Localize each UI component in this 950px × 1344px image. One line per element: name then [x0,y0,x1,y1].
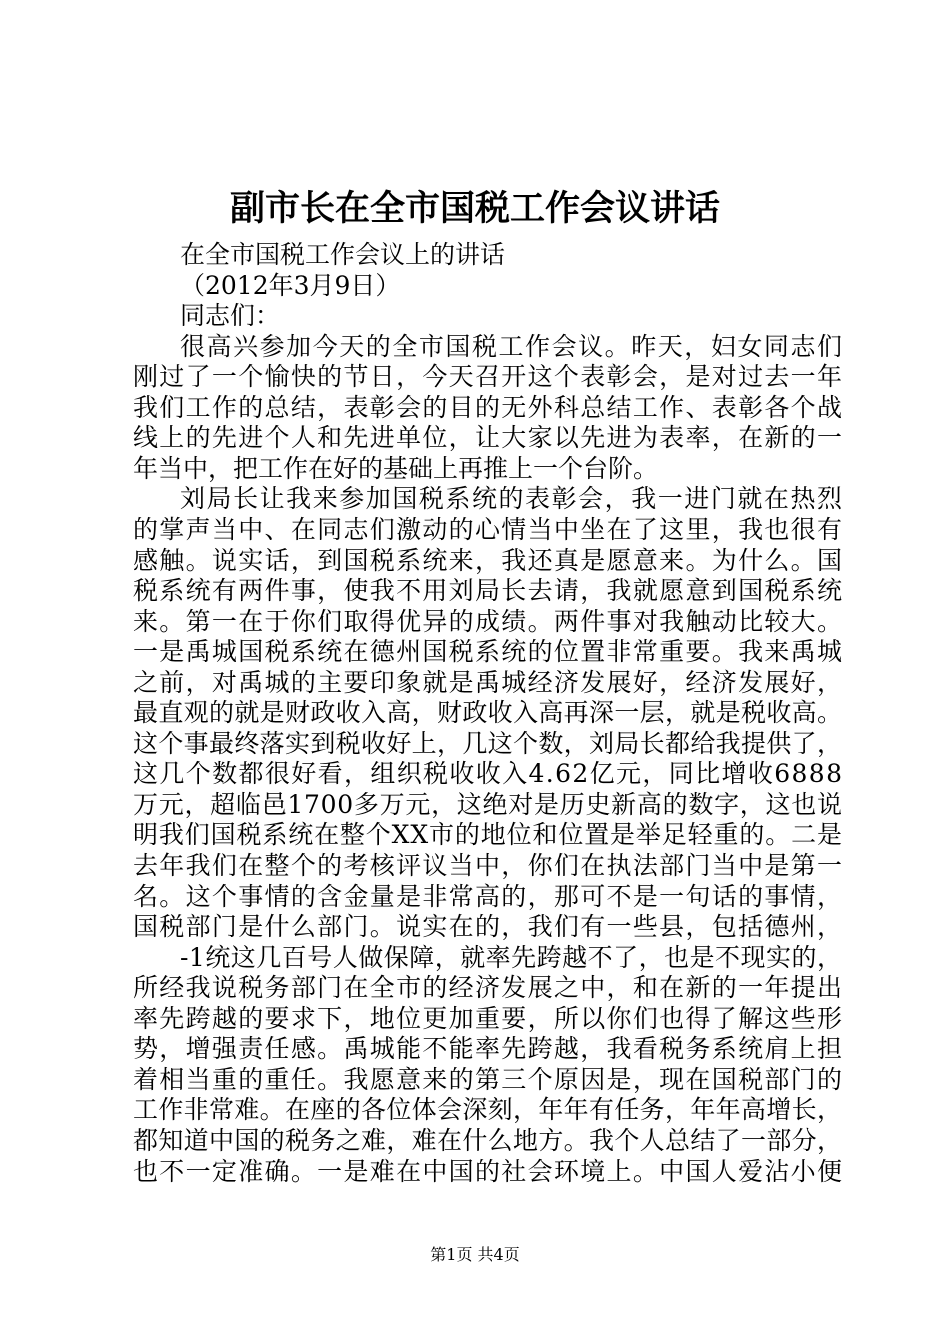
body-line-text: 这个事最终落实到税收好上，几这个数，刘局长都给我提供了， [133,728,843,758]
body-line-text: 同志们： [180,301,281,331]
body-line-text: 去年我们在整个的考核评议当中，你们在执法部门当中是第一 [133,851,844,880]
body-line-text: 在全市国税工作会议上的讲话 [180,240,506,269]
body-line-text: （2012年3月9日） [180,270,401,300]
body-line-text: 一是禹城国税系统在德州国税系统的位置非常重要。我来禹城 [133,637,844,667]
body-line-text: 着相当重的重任。我愿意来的第三个原因是，现在国税部门的 [133,1064,844,1094]
body-line-text: 年当中，把工作在好的基础上再推上一个台阶。 [133,453,659,483]
body-line-text: 感触。说实话，到国税系统来，我还真是愿意来。为什么。国 [133,545,844,575]
body-line-text: 来。第一在于你们取得优异的成绩。两件事对我触动比较大。 [133,606,844,636]
page-footer: 第1页 共4页 [430,1245,520,1264]
body-line-text: 之前，对禹城的主要印象就是禹城经济发展好，经济发展好， [133,667,844,697]
body-line-text: 很高兴参加今天的全市国税工作会议。昨天，妇女同志们 [180,331,844,361]
body-line-text: 最直观的就是财政收入高，财政收入高再深一层，就是税收高。 [133,698,843,728]
body-line-text: 也不一定准确。一是难在中国的社会环境上。中国人爱沾小便 [133,1156,844,1186]
body-line-text: 国税部门是什么部门。说实在的，我们有一些县，包括德州， [133,912,844,942]
body-line-text: 这几个数都很好看，组织税收收入4.62亿元，同比增收6888 [133,759,844,789]
body-line-text: 名。这个事情的含金量是非常高的，那可不是一句话的事情， [133,881,844,911]
body-line-text: 线上的先进个人和先进单位，让大家以先进为表率，在新的一 [133,423,844,453]
body-line-text: 刚过了一个愉快的节日，今天召开这个表彰会，是对过去一年 [133,362,844,392]
body-line-text: 率先跨越的要求下，地位更加重要，所以你们也得了解这些形 [133,1003,844,1033]
body-line-text: 都知道中国的税务之难，难在什么地方。我个人总结了一部分， [133,1125,843,1155]
body-line-text: 的掌声当中、在同志们激动的心情当中坐在了这里，我也很有 [133,514,844,544]
body-line-text: 我们工作的总结，表彰会的目的无外科总结工作、表彰各个战 [133,392,844,422]
body-line-text: 明我们国税系统在整个XX市的地位和位置是举足轻重的。二是 [133,820,843,850]
body-line-text: 势，增强责任感。禹城能不能率先跨越，我看税务系统肩上担 [133,1034,844,1064]
body-line-text: 工作非常难。在座的各位体会深刻，年年有任务，年年高增长， [133,1095,843,1125]
body-line-text: -1统这几百号人做保障，就率先跨越不了，也是不现实的， [180,942,843,972]
body-line-text: 刘局长让我来参加国税系统的表彰会，我一进门就在热烈 [180,484,844,514]
document-title: 副市长在全市国税工作会议讲话 [229,188,720,229]
body-line-text: 万元，超临邑1700多万元，这绝对是历史新高的数字，这也说 [133,789,843,819]
body-line-text: 所经我说税务部门在全市的经济发展之中，和在新的一年提出 [133,973,844,1003]
body-line-text: 税系统有两件事，使我不用刘局长去请，我就愿意到国税系统 [133,576,844,606]
